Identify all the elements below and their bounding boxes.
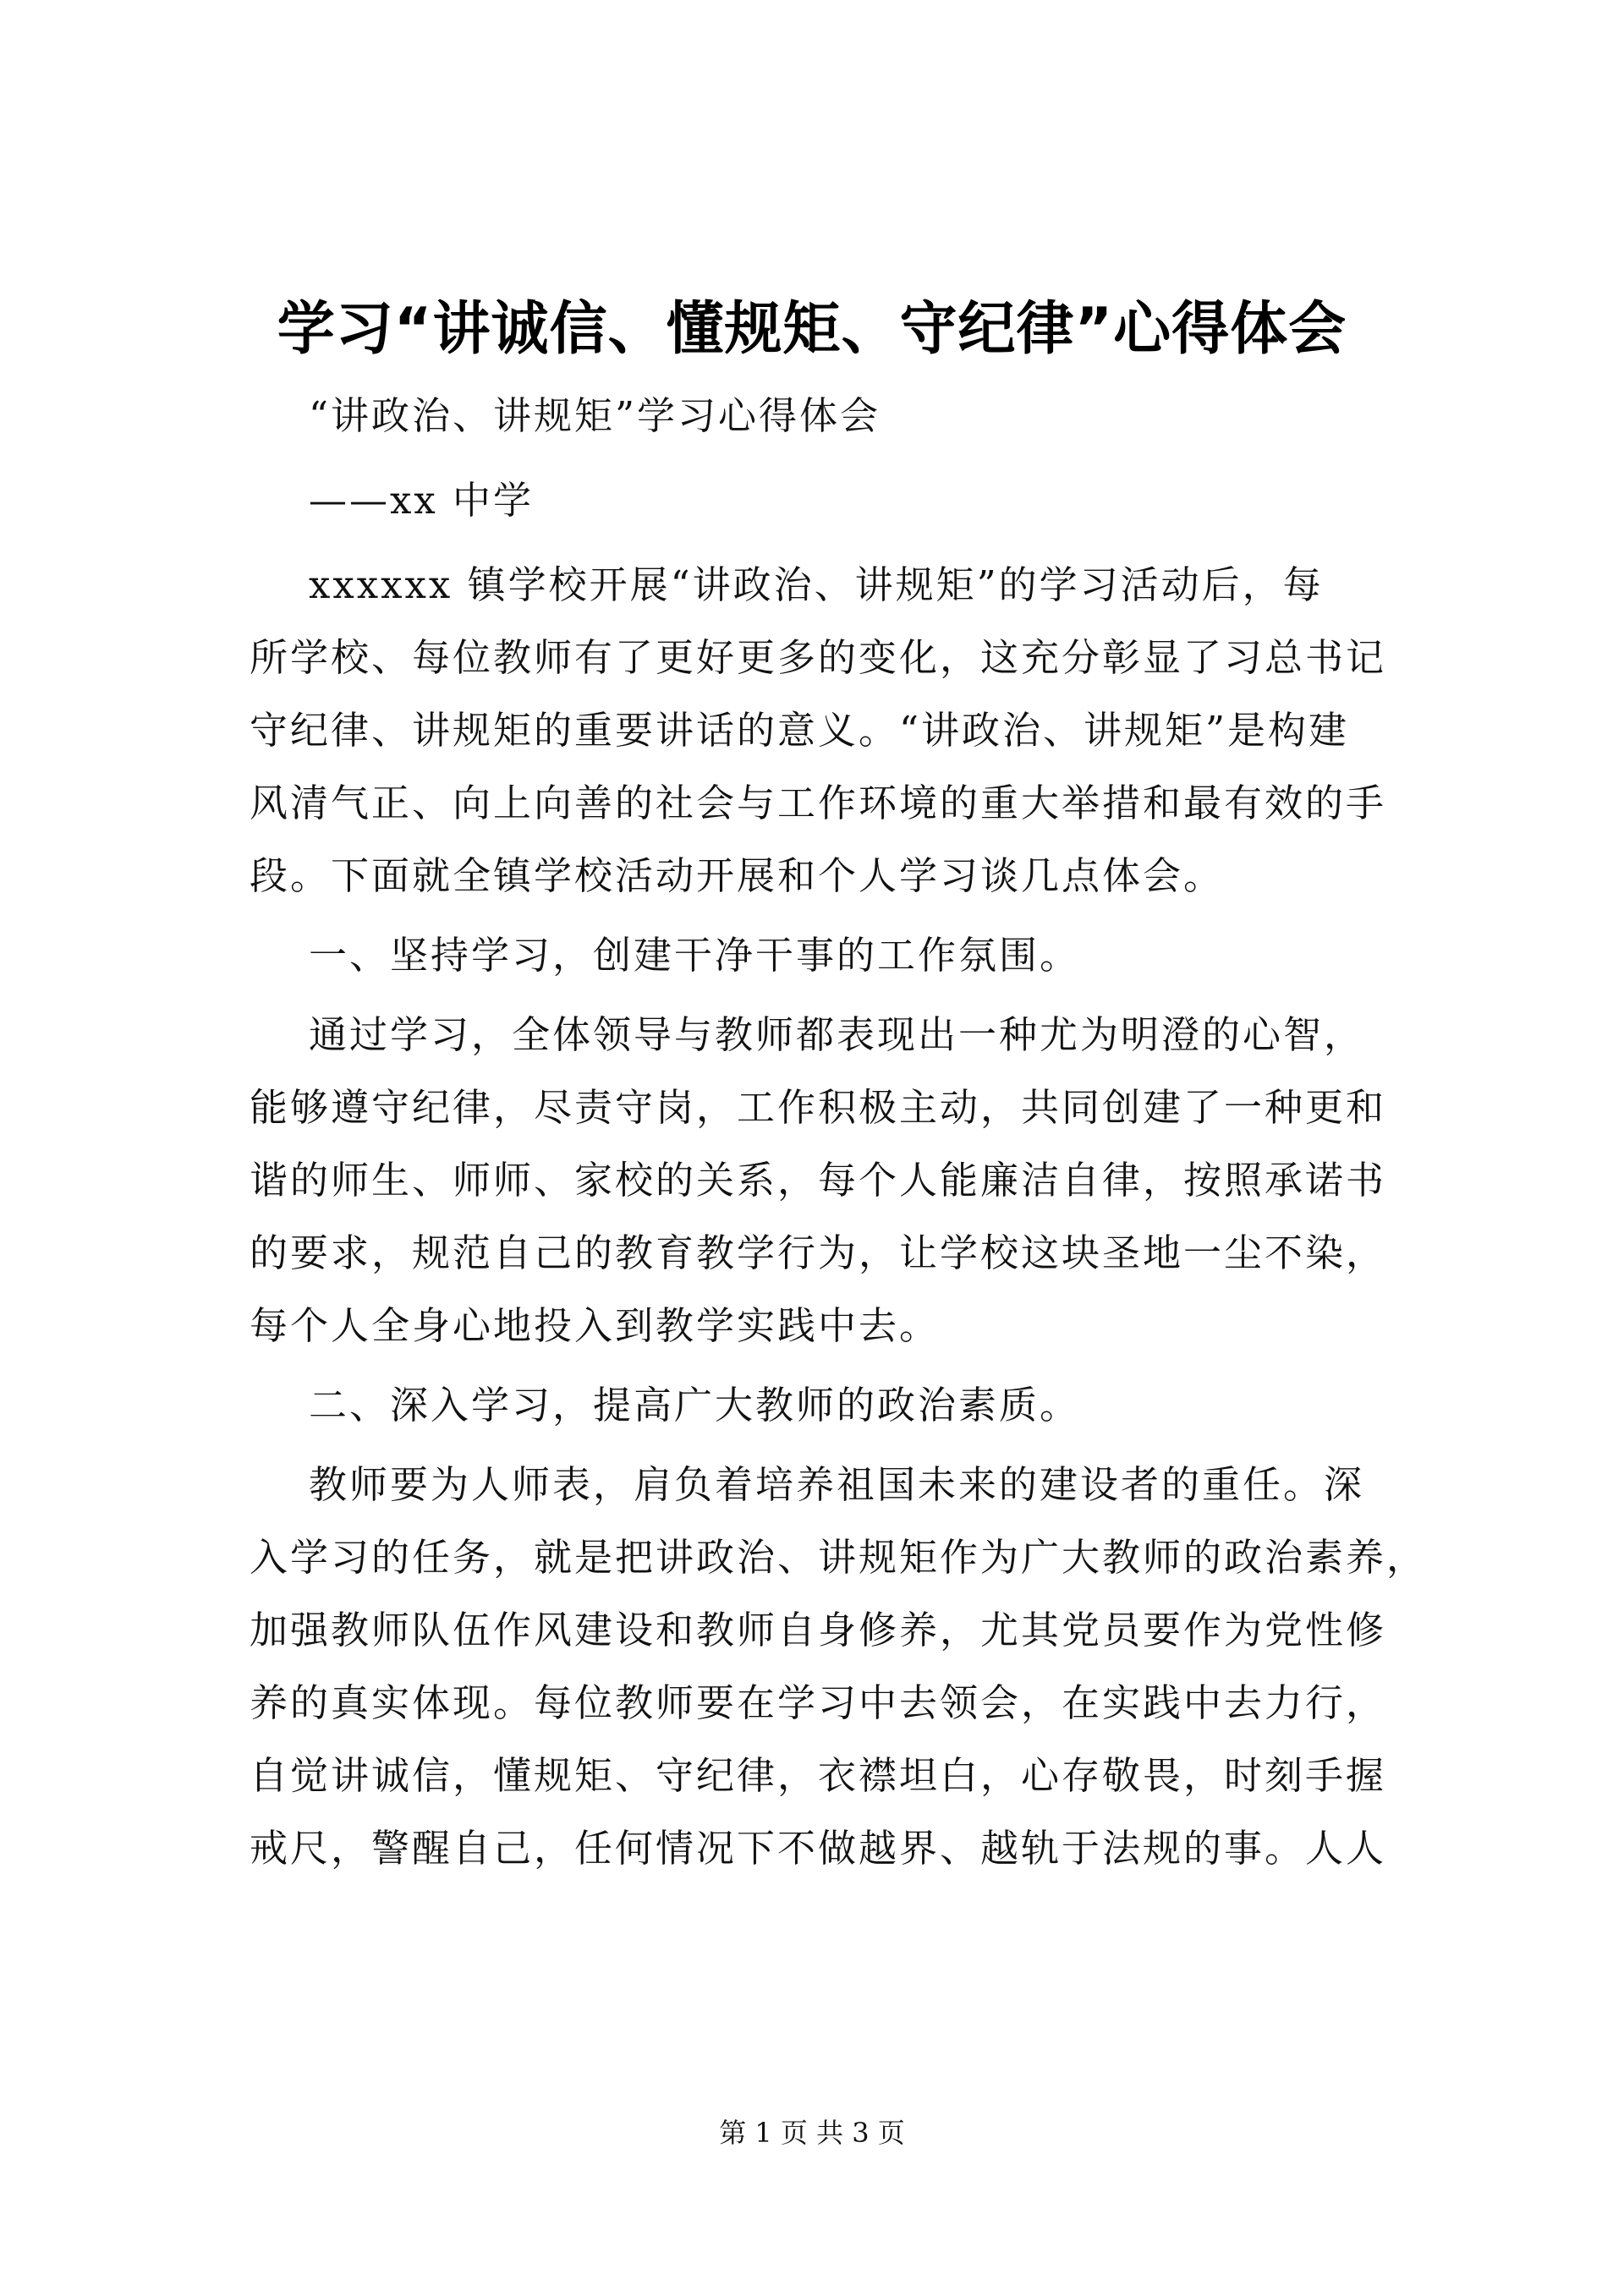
paragraph-line: 自觉讲诚信，懂规矩、守纪律，衣襟坦白，心存敬畏，时刻手握 <box>250 1753 1387 1798</box>
paragraph-line: 养的真实体现。每位教师要在学习中去领会，在实践中去力行， <box>250 1680 1387 1725</box>
paragraph-line: 能够遵守纪律，尽责守岗，工作积极主动，共同创建了一种更和 <box>250 1085 1387 1130</box>
paragraph-line: 入学习的任务，就是把讲政治、讲规矩作为广大教师的政治素养， <box>250 1535 1428 1580</box>
paragraph-line: 教师要为人师表，肩负着培养祖国未来的建设者的重任。深 <box>309 1462 1365 1507</box>
paragraph-line: 通过学习，全体领导与教师都表现出一种尤为明澄的心智， <box>309 1012 1365 1057</box>
section-heading-1: 一、坚持学习，创建干净干事的工作氛围。 <box>309 933 1081 978</box>
paragraph-line: 戒尺，警醒自己，任何情况下不做越界、越轨于法规的事。人人 <box>250 1826 1387 1871</box>
paragraph-line: 每个人全身心地投入到教学实践中去。 <box>250 1303 941 1348</box>
paragraph-line: 加强教师队伍作风建设和教师自身修养，尤其党员要作为党性修 <box>250 1608 1387 1652</box>
author-line: ——xx 中学 <box>309 478 535 523</box>
paragraph-line: 段。下面就全镇学校活动开展和个人学习谈几点体会。 <box>250 853 1225 898</box>
subtitle: “讲政治、讲规矩”学习心得体会 <box>309 393 881 438</box>
paragraph-line: 的要求，规范自己的教育教学行为，让学校这块圣地一尘不染， <box>250 1230 1387 1275</box>
paragraph-line: 所学校、每位教师有了更好更多的变化，这充分彰显了习总书记 <box>250 635 1387 680</box>
page-footer: 第 1 页 共 3 页 <box>719 2117 905 2149</box>
paragraph-line: 守纪律、讲规矩的重要讲话的意义。“讲政治、讲规矩”是构建 <box>250 708 1350 753</box>
section-heading-2: 二、深入学习，提高广大教师的政治素质。 <box>309 1383 1081 1427</box>
paragraph-line: 谐的师生、师师、家校的关系，每个人能廉洁自律，按照承诺书 <box>250 1158 1387 1203</box>
paragraph-line: xxxxxx 镇学校开展“讲政治、讲规矩”的学习活动后，每 <box>309 562 1324 607</box>
document-title: 学习“讲诚信、懂规矩、守纪律”心得体会 <box>277 296 1347 363</box>
paragraph-line: 风清气正、向上向善的社会与工作环境的重大举措和最有效的手 <box>250 781 1387 825</box>
